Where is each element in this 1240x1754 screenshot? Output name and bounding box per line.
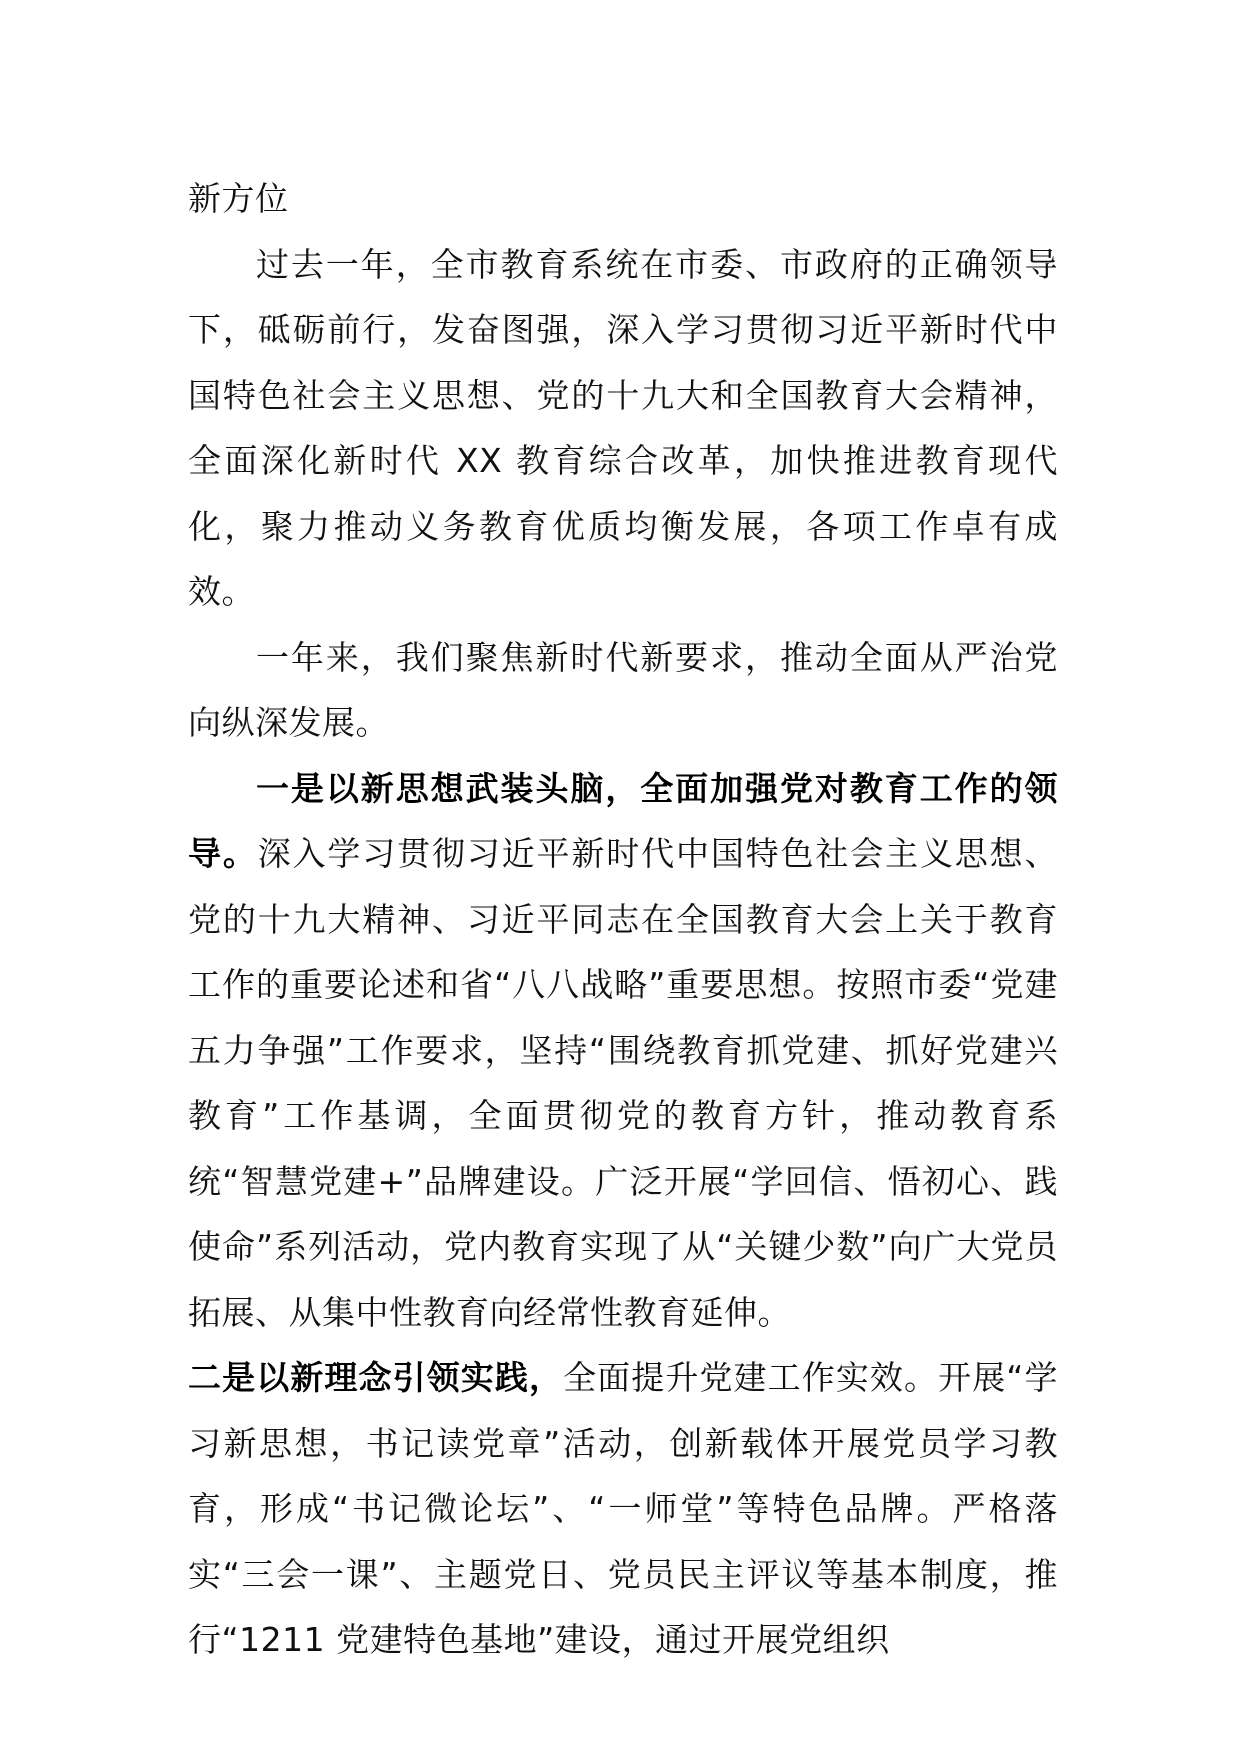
paragraph-intro: 一年来，我们聚焦新时代新要求，推动全面从严治党向纵深发展。 [188,637,1058,742]
paragraph-point-one [188,756,1058,1346]
heading-tail: 新方位 [188,179,289,218]
paragraph-review: 过去一年，全市教育系统在市委、市政府的正确领导下，砥砺前行，发奋图强，深入学习贯彻习近平新时代中国特色社会主义思想、党的十九大和全国教育大会精神，全面深化新时代 XX 教育综合改革，加快推进教育现代化，聚力推动义务教育优质均衡发展，各项工作卓有成效。 [188,244,1058,611]
paragraph-point-two [188,1345,1058,1673]
point-one-text: 深入学习贯彻习近平新时代中国特色社会主义思想、党的十九大精神、习近平同志在全国教育大会上关于教育工作的重要论述和省“八八战略”重要思想。按照市委“党建五力争强”工作要求，坚持“围绕教育抓党建、抓好党建兴教育”工作基调，全面贯彻党的教育方针，推动教育系统“智慧党建+”品牌建设。广泛开展“学回信、悟初心、践使命”系列活动，党内教育实现了从“关键少数”向广大党员拓展、从集中性教育向经常性教育延伸。 [188,834,1059,1332]
point-two-heading: 二是以新理念引领实践， [188,1358,564,1397]
document-body [188,166,1058,1673]
point-one-heading: 一是以新思想武装头脑，全面加强党对教育工作的领导。 [188,768,1058,873]
point-two-text: 全面提升党建工作实效。开展“学习新思想，书记读党章”活动，创新载体开展党员学习教育，形成“书记微论坛”、“一师堂”等特色品牌。严格落实“三会一课”、主题党日、党员民主评议等基本制度，推行“1211 党建特色基地”建设，通过开展党组织 [188,1358,1058,1659]
